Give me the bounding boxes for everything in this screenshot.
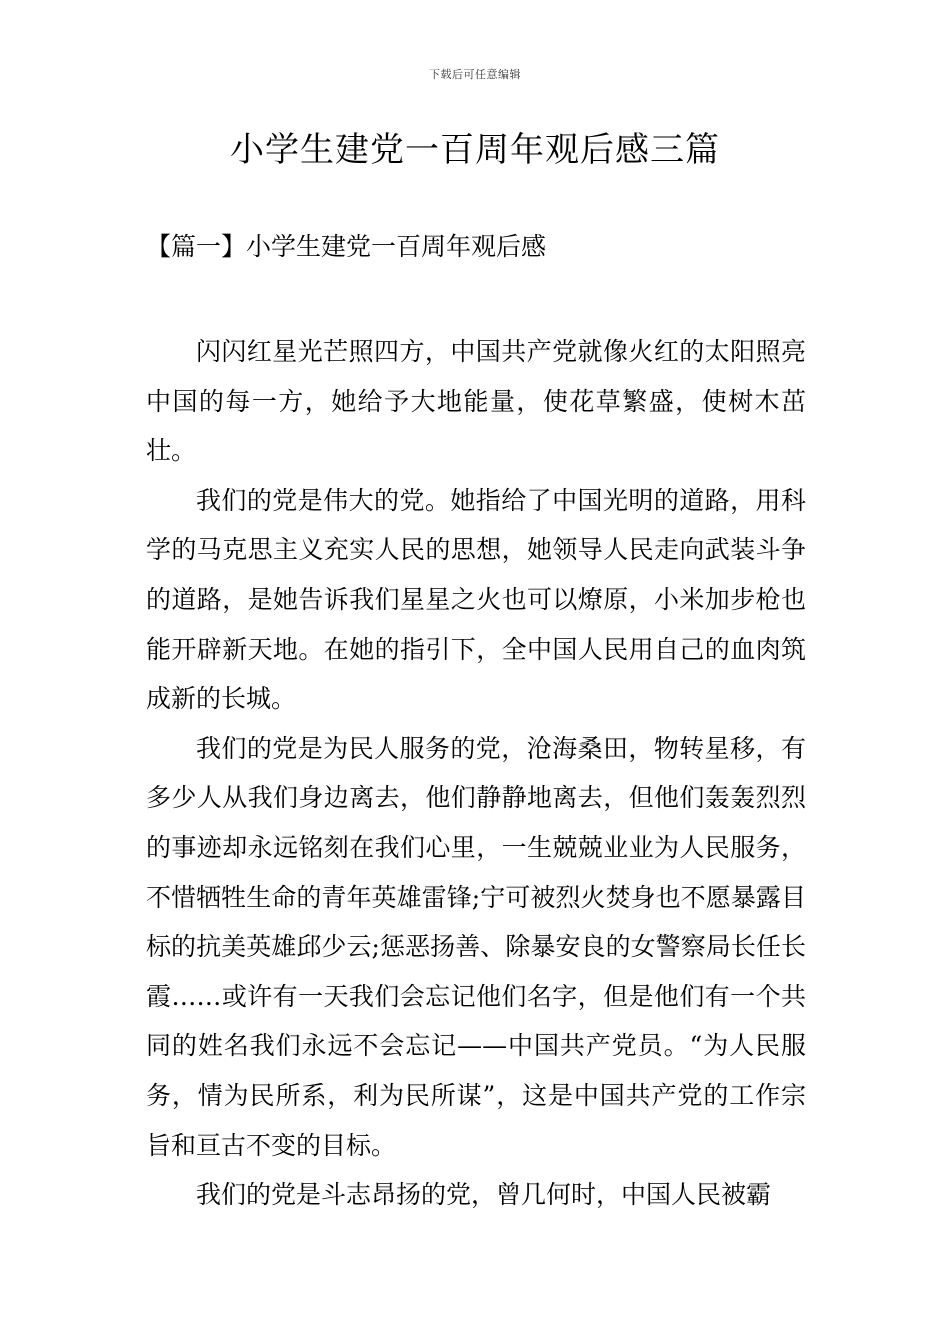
paragraph: 我们的党是斗志昂扬的党，曾几何时，中国人民被霸 [196, 1180, 772, 1210]
document-title: 小学生建党一百周年观后感三篇 [230, 130, 720, 170]
section-heading: 【篇一】小学生建党一百周年观后感 [146, 232, 547, 261]
header-note: 下载后可任意编辑 [429, 68, 521, 81]
paragraph: 闪闪红星光芒照四方，中国共产党就像火红的太阳照亮中国的每一方，她给予大地能量，使花草繁盛，使树木茁壮。 [146, 337, 806, 466]
paragraph: 我们的党是为民人服务的党，沧海桑田，物转星移，有多少人从我们身边离去，他们静静地离去，但他们轰轰烈烈的事迹却永远铭刻在我们心里，一生兢兢业业为人民服务，不惜牺牲生命的青年英雄雷锋;宁可被烈火焚身也不愿暴露目标的抗美英雄邱少云;惩恶扬善、除暴安良的女警察局长任长霞……或许有一天我们会忘记他们名字，但是他们有一个共同的姓名我们永远不会忘记——中国共产党员。“为人民服务，情为民所系，利为民所谋”，这是中国共产党的工作宗旨和亘古不变的目标。 [146, 733, 806, 1160]
paragraph: 我们的党是伟大的党。她指给了中国光明的道路，用科学的马克思主义充实人民的思想，她领导人民走向武装斗争的道路，是她告诉我们星星之火也可以燎原，小米加步枪也能开辟新天地。在她的指引下，全中国人民用自己的血肉筑成新的长城。 [146, 485, 806, 714]
body-text [146, 327, 806, 1220]
